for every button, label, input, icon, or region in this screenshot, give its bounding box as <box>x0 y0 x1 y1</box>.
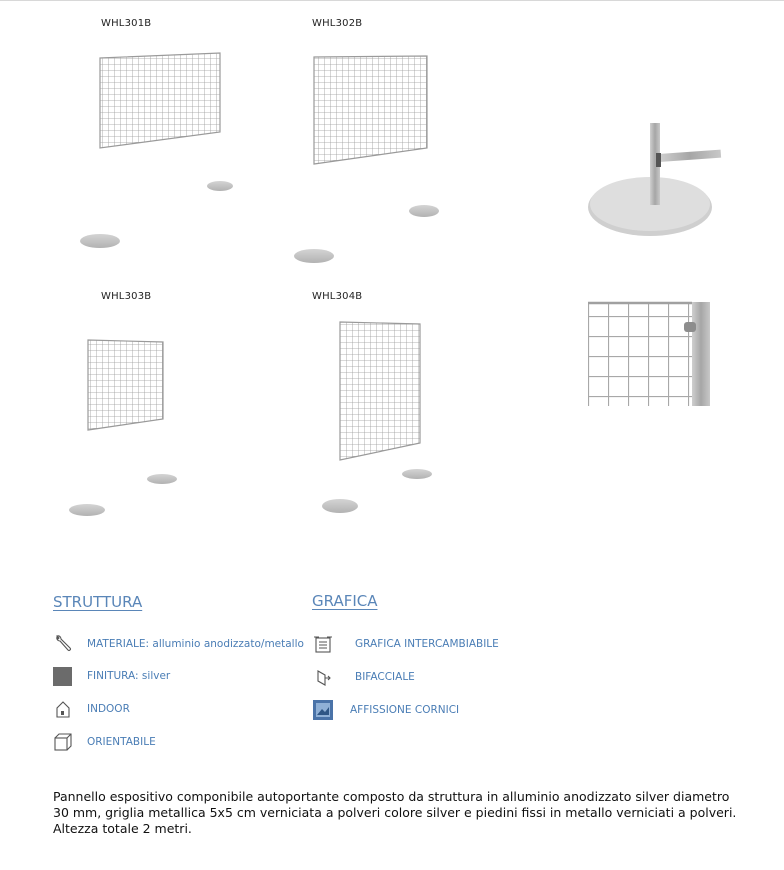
feature-indoor-label: INDOOR <box>87 703 130 715</box>
product-code-whl304b: WHL304B <box>312 291 363 302</box>
feature-finitura-label: FINITURA: silver <box>87 670 171 682</box>
rotate-box-icon <box>53 732 73 752</box>
product-image-whl303b <box>60 320 220 525</box>
feature-bifacciale <box>313 667 415 687</box>
feature-materiale <box>53 634 304 654</box>
product-image-whl302b <box>282 40 482 270</box>
section-title-struttura: STRUTTURA <box>53 593 143 611</box>
feature-orientabile-label: ORIENTABILE <box>87 736 156 748</box>
feature-grafica-intercambiabile-label: GRAFICA INTERCAMBIABILE <box>355 638 499 650</box>
feature-grafica-intercambiabile <box>313 634 499 654</box>
top-rule <box>0 0 784 1</box>
detail-image-grid-clamp <box>588 296 712 408</box>
indoor-house-icon <box>53 699 73 719</box>
feature-orientabile <box>53 732 156 752</box>
product-description: Pannello espositivo componibile autoportante composto da struttura in alluminio anodizzato silver diametro 30 mm, griglia metallica 5x5 cm verniciata a polveri colore silver e piedini fissi in metallo verniciati a polveri. Altezza totale 2 metri. <box>53 789 737 836</box>
feature-bifacciale-label: BIFACCIALE <box>355 671 415 683</box>
feature-affissione-cornici-label: AFFISSIONE CORNICI <box>350 704 460 716</box>
feature-indoor <box>53 699 130 719</box>
frame-mount-icon <box>313 700 333 720</box>
section-title-grafica: GRAFICA <box>312 592 378 610</box>
feature-materiale-label: MATERIALE: alluminio anodizzato/metallo <box>87 638 304 650</box>
interchangeable-graphic-icon <box>313 634 333 654</box>
wrench-icon <box>53 634 73 654</box>
product-code-whl301b: WHL301B <box>101 18 152 29</box>
product-image-whl301b <box>60 40 260 260</box>
product-image-whl304b <box>310 312 470 522</box>
detail-image-foot <box>586 120 726 242</box>
feature-affissione-cornici <box>313 700 459 720</box>
feature-finitura <box>53 666 170 686</box>
double-sided-icon <box>313 667 333 687</box>
finish-swatch-icon <box>53 666 73 686</box>
product-code-whl302b: WHL302B <box>312 18 363 29</box>
product-code-whl303b: WHL303B <box>101 291 152 302</box>
